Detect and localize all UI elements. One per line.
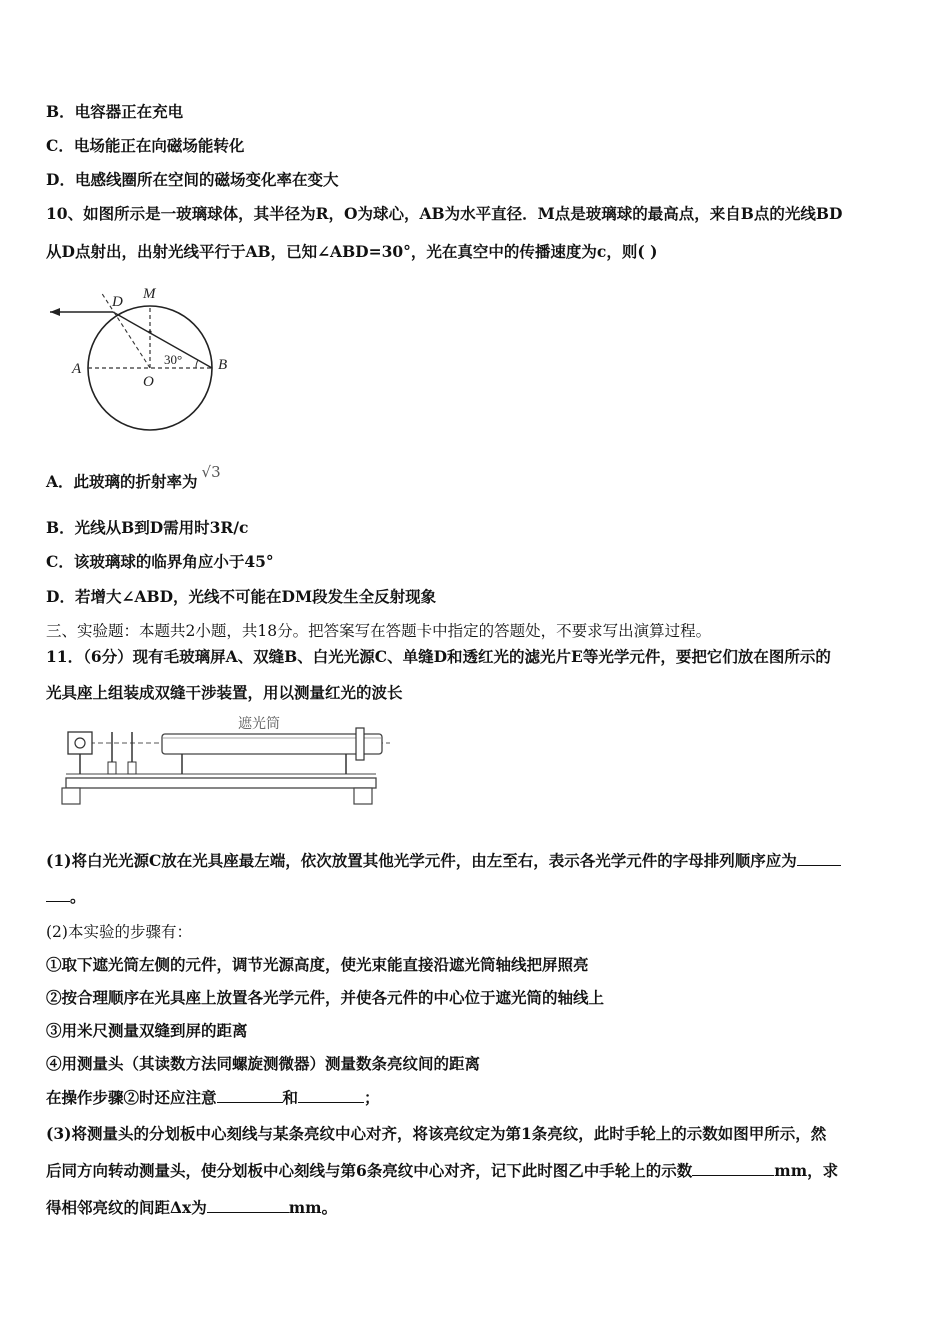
option-letter: B． (46, 518, 75, 537)
option-d-q10 (46, 586, 436, 608)
part3-text: 后同方向转动测量头，使分划板中心刻线与第6条亮纹中心对齐，记下此时图乙中手轮上的示数 (46, 1161, 693, 1180)
option-b-q9 (46, 101, 183, 123)
q11-note-line (46, 1087, 380, 1109)
q11-stem-line1: 11．（6分）现有毛玻璃屏A、双缝B、白光光源C、单缝D和透红光的滤光片E等光学元件，要把它们放在图所示的 (46, 647, 831, 666)
q11-part3-line3 (46, 1197, 337, 1219)
glass-sphere-figure (46, 280, 246, 440)
step-1: ①取下遮光筒左侧的元件，调节光源高度，使光束能直接沿遮光筒轴线把屏照亮 (46, 955, 589, 974)
label-m: M (143, 286, 156, 302)
q10-stem-line2: 从D点射出，出射光线平行于AB，已知∠ABD=30°，光在真空中的传播速度为c，则( ) (46, 242, 658, 261)
bench-foot-right (354, 788, 372, 804)
measuring-head (356, 728, 364, 760)
option-letter: A． (46, 472, 74, 491)
option-text: 电感线圈所在空间的磁场变化率在变大 (74, 170, 339, 189)
note-end: ； (364, 1088, 380, 1107)
part3-unit-2: mm。 (288, 1198, 338, 1217)
step-3: ③用米尺测量双缝到屏的距离 (46, 1021, 248, 1040)
option-text: 电场能正在向磁场能转化 (73, 136, 245, 155)
label-d: D (112, 294, 123, 310)
ray-bd (113, 312, 212, 368)
option-letter: C． (46, 136, 74, 155)
q11-part1-text: (1)将白光光源C放在光具座最左端，依次放置其他光学元件，由左至右，表示各光学元件的字母排列顺序应为 (46, 851, 797, 870)
center-dot (148, 330, 151, 333)
bench-foot-left (62, 788, 80, 804)
element-base-1 (108, 762, 116, 774)
option-text: 该玻璃球的临界角应小于45° (73, 552, 274, 571)
label-a: A (72, 361, 82, 377)
light-source-box (68, 732, 92, 754)
q11-part1-line2 (46, 886, 86, 908)
option-text: 若增大∠ABD，光线不可能在DM段发生全反射现象 (74, 587, 437, 606)
section-heading: 三、实验题：本题共2小题，共18分。把答案写在答题卡中指定的答题处，不要求写出演算过程。 (46, 622, 712, 640)
normal-od (101, 292, 150, 368)
step-4: ④用测量头（其读数方法同螺旋测微器）测量数条亮纹间的距离 (46, 1054, 481, 1073)
answer-blank-note-2[interactable] (298, 1088, 364, 1103)
q10-stem-line1: 10、如图所示是一玻璃球体，其半径为R，O为球心，AB为水平直径．M点是玻璃球的最高点，来自B点的光线BD (46, 204, 843, 223)
answer-blank-order-cont[interactable] (46, 887, 70, 902)
part3-unit: mm，求 (774, 1161, 839, 1180)
q11-part1-line1 (46, 850, 841, 872)
part3-text-2: 得相邻亮纹的间距Δx为 (46, 1198, 207, 1217)
q11-part3-line2 (46, 1160, 838, 1182)
option-text: 此玻璃的折射率为 (73, 472, 198, 491)
q11-part3-line1: (3)将测量头的分划板中心刻线与某条亮纹中心对齐，将该亮纹定为第1条亮纹，此时手轮上的示数如图甲所示，然 (46, 1124, 827, 1143)
option-c-q10 (46, 551, 274, 573)
light-shield-tube (162, 734, 382, 754)
option-letter: C． (46, 552, 74, 571)
arrowhead-icon (50, 308, 60, 316)
q11-stem-line2: 光具座上组装成双缝干涉装置，用以测量红光的波长 (46, 683, 403, 702)
answer-blank-order[interactable] (797, 851, 841, 866)
label-angle: 30° (164, 352, 183, 367)
option-letter: B． (46, 102, 75, 121)
step-2: ②按合理顺序在光具座上放置各光学元件，并使各元件的中心位于遮光筒的轴线上 (46, 988, 605, 1007)
option-a-q10 (46, 463, 221, 493)
option-d-q9 (46, 169, 338, 191)
note-and: 和 (282, 1088, 299, 1107)
option-c-q9 (46, 135, 244, 157)
option-text: 电容器正在充电 (74, 102, 184, 121)
answer-blank-reading[interactable] (692, 1161, 774, 1176)
label-b: B (218, 357, 228, 373)
note-text: 在操作步骤②时还应注意 (46, 1088, 217, 1107)
element-base-2 (128, 762, 136, 774)
optical-bench-figure (56, 712, 396, 812)
bench-rail (66, 778, 376, 788)
q11-part2-heading: (2)本实验的步骤有： (46, 923, 192, 941)
q11-part1-end: 。 (70, 887, 86, 906)
option-b-q10 (46, 517, 248, 539)
angle-arc (196, 360, 198, 368)
answer-blank-spacing[interactable] (207, 1198, 289, 1213)
label-o: O (143, 374, 154, 390)
answer-blank-note-1[interactable] (217, 1088, 283, 1103)
option-text: 光线从B到D需用时3R/c (74, 518, 249, 537)
light-tube-label: 遮光筒 (238, 716, 280, 732)
option-letter: D． (46, 170, 75, 189)
option-letter: D． (46, 587, 75, 606)
sqrt-three: √3 (201, 463, 221, 481)
